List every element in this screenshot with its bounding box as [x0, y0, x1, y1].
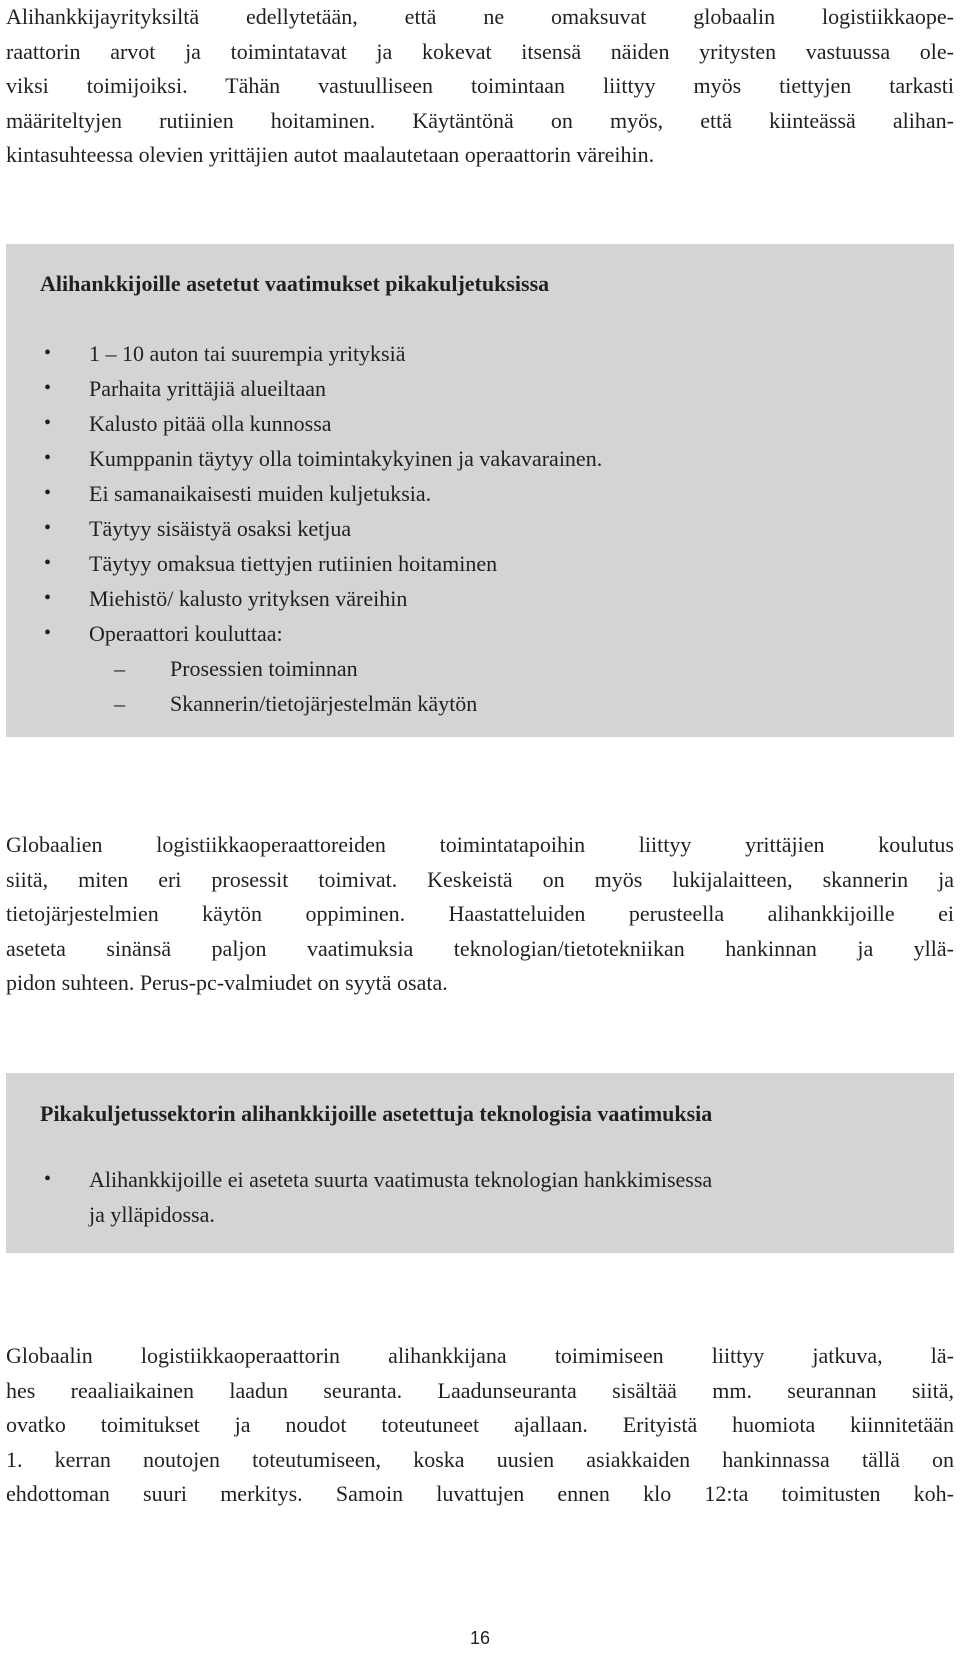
list-item: • Miehistö/ kalusto yrityksen väreihin — [40, 581, 924, 616]
bullet-icon: • — [44, 412, 52, 434]
list-item: • Ei samanaikaisesti muiden kuljetuksia. — [40, 476, 924, 511]
text-line: viksi toimijoiksi. Tähän vastuulliseen toimintaan liittyy myös tiettyjen tarkasti — [6, 73, 954, 98]
bullet-icon: • — [44, 342, 52, 364]
bullet-icon: • — [44, 552, 52, 574]
list-item: • Alihankkijoille ei aseteta suurta vaatimusta teknologian hankkimisessa ja ylläpidossa. — [40, 1162, 924, 1232]
text-line: ehdottoman suuri merkitys. Samoin luvattujen ennen klo 12:ta toimitusten koh- — [6, 1481, 954, 1506]
requirements-box — [6, 244, 954, 737]
body-paragraph-2 — [6, 828, 954, 1001]
list-item: • Parhaita yrittäjiä alueiltaan — [40, 371, 924, 406]
list-item: • Kalusto pitää olla kunnossa — [40, 406, 924, 441]
text-line: kintasuhteessa olevien yrittäjien autot maalautetaan operaattorin väreihin. — [6, 142, 655, 167]
bullet-icon: • — [44, 587, 52, 609]
technology-requirements-box — [6, 1073, 954, 1253]
bullet-icon: • — [44, 377, 52, 399]
text-line: tietojärjestelmien käytön oppiminen. Haastatteluiden perusteella alihankkijoille ei — [6, 901, 954, 926]
text-line: Alihankkijayrityksiltä edellytetään, että ne omaksuvat globaalin logistiikkaope- — [6, 4, 954, 29]
page-number: 16 — [469, 1628, 491, 1648]
requirements-list — [40, 336, 924, 651]
body-paragraph-1 — [6, 0, 954, 173]
list-item: • Täytyy omaksua tiettyjen rutiinien hoitaminen — [40, 546, 924, 581]
requirements-box-title: Alihankkijoille asetetut vaatimukset pikakuljetuksissa — [40, 271, 550, 296]
sub-list-item: – Prosessien toiminnan — [40, 651, 924, 686]
text-line: Globaalien logistiikkaoperaattoreiden toimintatapoihin liittyy yrittäjien koulutus — [6, 832, 954, 857]
text-line: Globaalin logistiikkaoperaattorin alihankkijana toimimiseen liittyy jatkuva, lä- — [6, 1343, 954, 1368]
bullet-icon: • — [44, 447, 52, 469]
text-line: siitä, miten eri prosessit toimivat. Keskeistä on myös lukijalaitteen, skannerin ja — [6, 866, 954, 892]
text-line: hes reaaliaikainen laadun seuranta. Laadunseuranta sisältää mm. seurannan siitä, — [6, 1377, 954, 1403]
technology-box-title: Pikakuljetussektorin alihankkijoille asetettuja teknologisia vaatimuksia — [40, 1101, 713, 1126]
body-paragraph-3 — [6, 1339, 954, 1512]
text-line: aseteta sinänsä paljon vaatimuksia teknologian/tietotekniikan hankinnan ja yllä- — [6, 935, 954, 961]
text-line: ovatko toimitukset ja noudot toteutuneet ajallaan. Erityistä huomiota kiinnitetään — [6, 1412, 954, 1437]
technology-list — [40, 1162, 924, 1232]
sub-list-item: – Skannerin/tietojärjestelmän käytön — [40, 686, 924, 721]
list-item: • Täytyy sisäistyä osaksi ketjua — [40, 511, 924, 546]
dash-icon: – — [114, 691, 125, 716]
list-item: • Operaattori kouluttaa: — [40, 616, 924, 651]
bullet-icon: • — [44, 622, 52, 644]
bullet-icon: • — [44, 482, 52, 504]
bullet-icon: • — [44, 1168, 52, 1190]
text-line: 1. kerran noutojen toteutumiseen, koska uusien asiakkaiden hankinnassa tällä on — [6, 1446, 954, 1472]
list-item: • 1 – 10 auton tai suurempia yrityksiä — [40, 336, 924, 371]
dash-icon: – — [114, 656, 125, 681]
text-line: pidon suhteen. Perus-pc-valmiudet on syytä osata. — [6, 970, 448, 995]
text-line: määriteltyjen rutiinien hoitaminen. Käytäntönä on myös, että kiinteässä alihan- — [6, 107, 954, 133]
list-item: • Kumppanin täytyy olla toimintakykyinen ja vakavarainen. — [40, 441, 924, 476]
text-line: raattorin arvot ja toimintatavat ja kokevat itsensä näiden yritysten vastuussa ole- — [6, 38, 954, 64]
bullet-icon: • — [44, 517, 52, 539]
